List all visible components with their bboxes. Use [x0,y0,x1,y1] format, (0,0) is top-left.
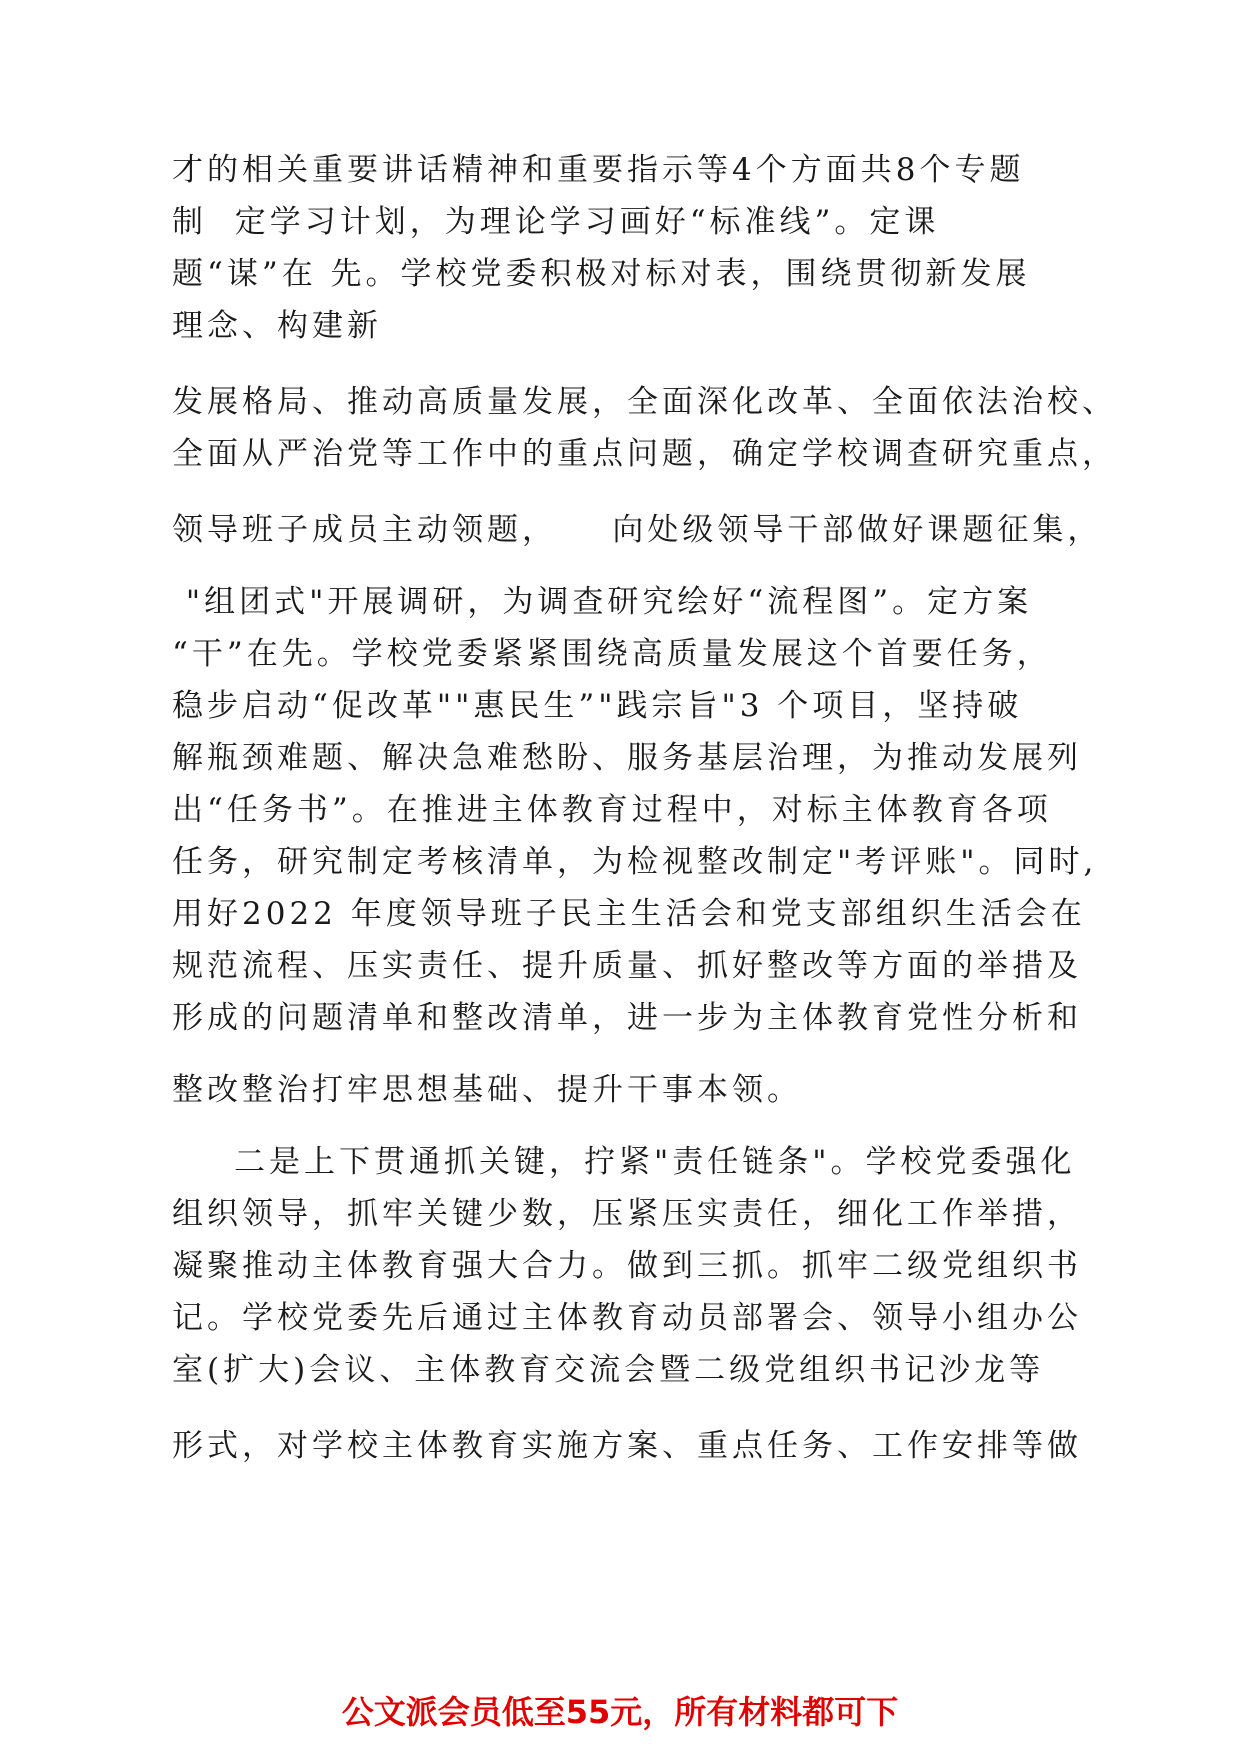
text-line-8: "组团式"开展调研，为调查研究绘好“流程图”。定方案 [172,584,1033,620]
text-line-9: “干”在先。学校党委紧紧围绕高质量发展这个首要任务， [172,636,1052,672]
text-line-20: 凝聚推动主体教育强大合力。做到三抓。抓牢二级党组织书 [172,1248,1082,1284]
text-line-5: 发展格局、推动高质量发展，全面深化改革、全面依法治校、 [172,384,1117,420]
text-line-14: 用好2022 年度领导班子民主生活会和党支部组织生活会在 [172,896,1086,932]
text-line-23: 形式，对学校主体教育实施方案、重点任务、工作安排等做 [172,1428,1082,1464]
text-line-4: 理念、构建新 [172,308,382,344]
text-line-1: 才的相关重要讲话精神和重要指示等4个方面共8个专题 [172,152,1025,188]
text-line-15: 规范流程、压实责任、提升质量、抓好整改等方面的举措及 [172,948,1082,984]
text-line-2: 制 定学习计划，为理论学习画好“标准线”。定课 [172,204,940,240]
text-line-21: 记。学校党委先后通过主体教育动员部署会、领导小组办公 [172,1300,1082,1336]
text-line-16: 形成的问题清单和整改清单，进一步为主体教育党性分析和 [172,1000,1082,1036]
text-line-7: 领导班子成员主动领题， 向处级领导干部做好课题征集， [172,512,1103,548]
footer-promo-text: 公文派会员低至55元，所有材料都可下 [341,1693,899,1731]
text-line-17: 整改整治打牢思想基础、提升干事本领。 [172,1072,802,1108]
text-line-11: 解瓶颈难题、解决急难愁盼、服务基层治理，为推动发展列 [172,740,1082,776]
text-line-10: 稳步启动“促改革""惠民生”"践宗旨"3 个项目，坚持破 [172,688,1023,724]
text-line-13: 任务，研究制定考核清单，为检视整改制定"考评账"。同时, [172,844,1098,880]
text-line-12: 出“任务书”。在推进主体教育过程中，对标主体教育各项 [172,792,1052,828]
text-line-3: 题“谋”在 先。学校党委积极对标对表，围绕贯彻新发展 [172,256,1031,292]
text-line-19: 组织领导，抓牢关键少数，压紧压实责任，细化工作举措， [172,1196,1082,1232]
text-line-6: 全面从严治党等工作中的重点问题，确定学校调查研究重点， [172,436,1117,472]
text-line-22: 室(扩大)会议、主体教育交流会暨二级党组织书记沙龙等 [172,1352,1045,1388]
text-line-18: 二是上下贯通抓关键，拧紧"责任链条"。学校党委强化 [234,1144,1076,1180]
